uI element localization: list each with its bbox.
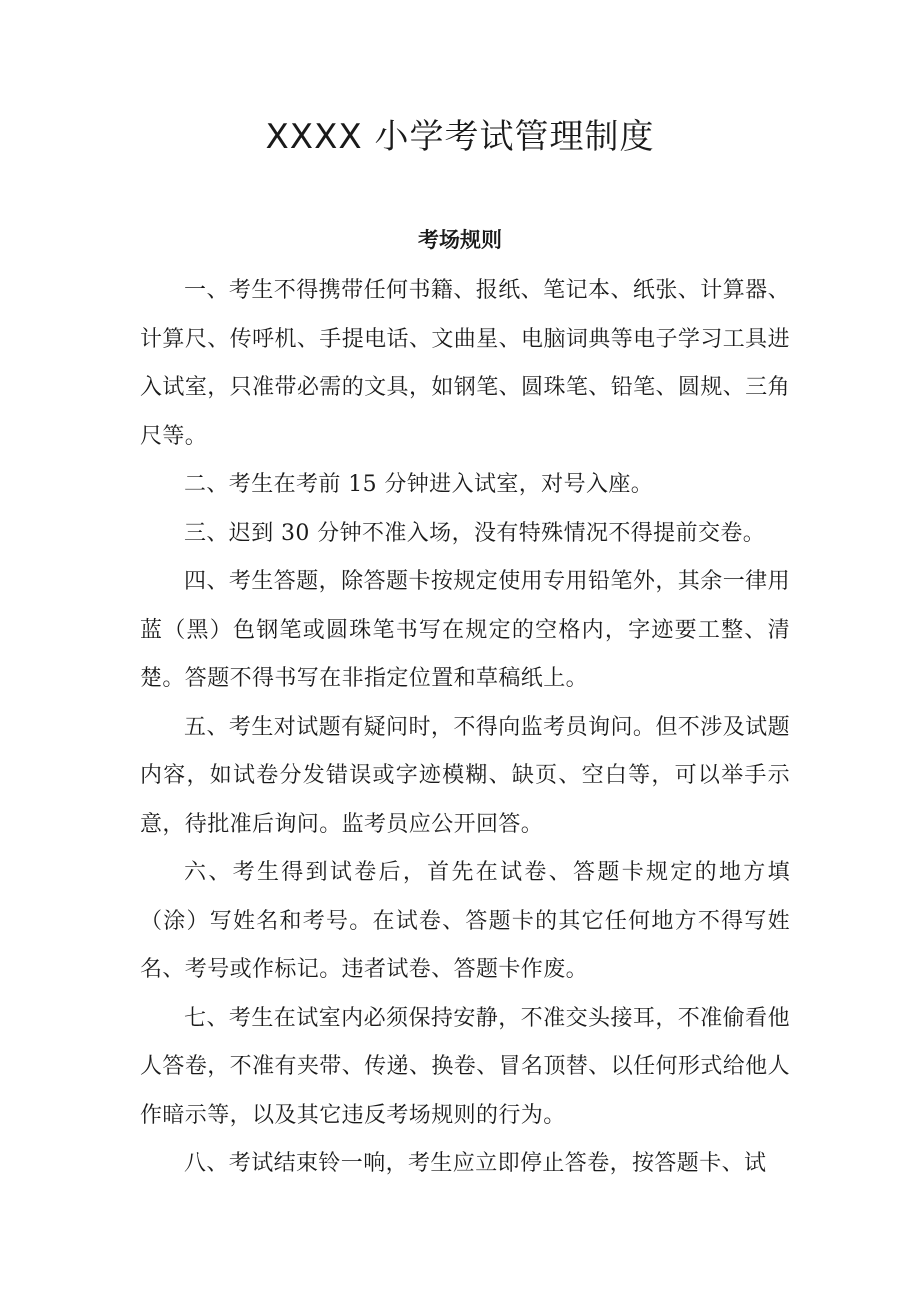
rule-paragraph-4: 四、考生答题，除答题卡按规定使用专用铅笔外，其余一律用蓝（黑）色钢笔或圆珠笔书写在规定的空格内，字迹要工整、清楚。答题不得书写在非指定位置和草稿纸上。 (140, 569, 790, 691)
rule-paragraph-2: 二、考生在考前 15 分钟进入试室，对号入座。 (184, 472, 654, 497)
rules-body (140, 267, 790, 1189)
rule-paragraph-5: 五、考生对试题有疑问时，不得向监考员询问。但不涉及试题内容，如试卷分发错误或字迹模糊、缺页、空白等，可以举手示意，待批准后询问。监考员应公开回答。 (140, 714, 790, 837)
section-title: 考场规则 (418, 228, 502, 252)
rule-paragraph-3: 三、迟到 30 分钟不准入场，没有特殊情况不得提前交卷。 (184, 520, 766, 546)
rule-paragraph-1: 一、考生不得携带任何书籍、报纸、笔记本、纸张、计算器、计算尺、传呼机、手提电话、文曲星、电脑词典等电子学习工具进入试室，只准带必需的文具，如钢笔、圆珠笔、铅笔、圆规、三角尺等。 (140, 278, 790, 449)
rule-paragraph-8: 八、考试结束铃一响，考生应立即停止答卷，按答题卡、试 (184, 1151, 767, 1176)
rule-paragraph-7: 七、考生在试室内必须保持安静，不准交头接耳，不准偷看他人答卷，不准有夹带、传递、换卷、冒名顶替、以任何形式给他人作暗示等，以及其它违反考场规则的行为。 (140, 1005, 790, 1128)
rule-paragraph-6: 六、考生得到试卷后，首先在试卷、答题卡规定的地方填（涂）写姓名和考号。在试卷、答题卡的其它任何地方不得写姓名、考号或作标记。违者试卷、答题卡作废。 (140, 860, 790, 982)
document-title: XXXX 小学考试管理制度 (265, 117, 655, 157)
